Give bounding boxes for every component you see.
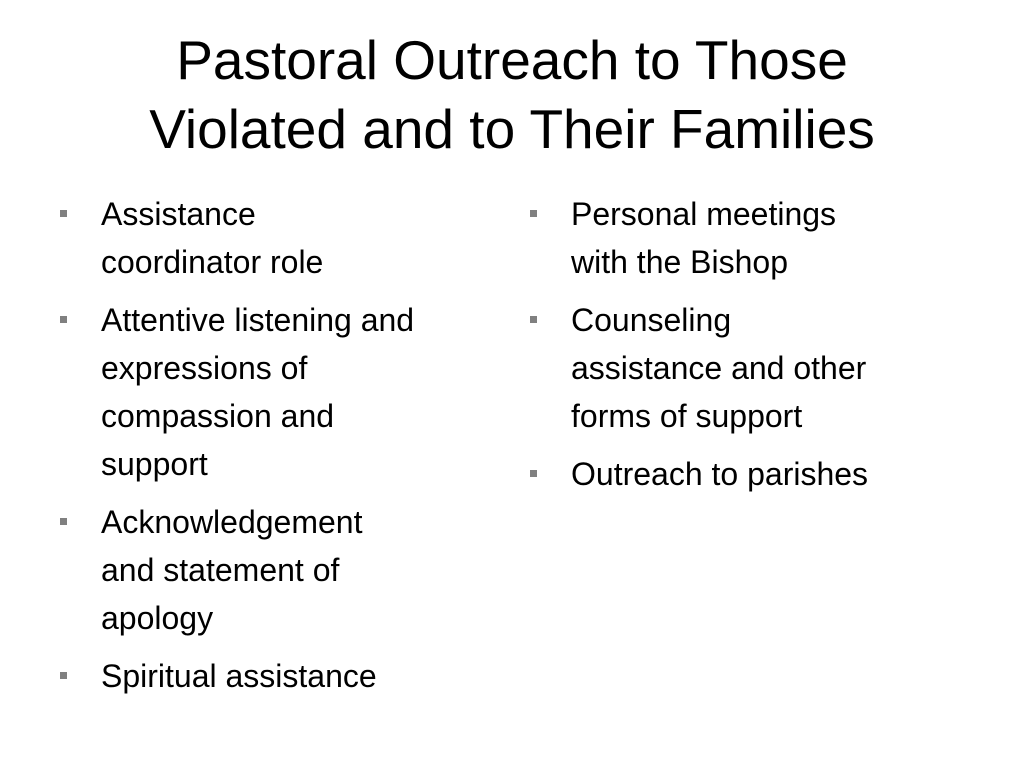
square-bullet-icon: [60, 316, 67, 323]
slide-title-line: Pastoral Outreach to Those: [176, 29, 848, 91]
slide-title-line: Violated and to Their Families: [149, 98, 875, 160]
bullet-item-counseling-assistance: [528, 296, 968, 440]
bullet-text: Attentive listening and expressions of compassion and support: [101, 302, 415, 482]
bullet-item-outreach-parishes: [528, 450, 968, 498]
bullet-item-personal-meetings: [528, 190, 968, 286]
square-bullet-icon: [530, 316, 537, 323]
bullet-text: Acknowledgement and statement of apology: [101, 504, 363, 636]
bullet-text: Spiritual assistance: [101, 658, 377, 694]
square-bullet-icon: [530, 470, 537, 477]
square-bullet-icon: [60, 672, 67, 679]
square-bullet-icon: [530, 210, 537, 217]
left-bullet-list: [58, 190, 498, 710]
square-bullet-icon: [60, 518, 67, 525]
bullet-item-spiritual-assistance: [58, 652, 498, 700]
right-bullet-list: [528, 190, 968, 508]
bullet-item-attentive-listening: [58, 296, 498, 488]
bullet-item-acknowledgement: [58, 498, 498, 642]
bullet-text: Assistance coordinator role: [101, 196, 324, 280]
square-bullet-icon: [60, 210, 67, 217]
slide-title: [40, 26, 984, 164]
bullet-text: Counseling assistance and other forms of support: [571, 302, 867, 434]
bullet-text: Outreach to parishes: [571, 456, 869, 492]
bullet-item-assistance-coordinator: [58, 190, 498, 286]
bullet-text: Personal meetings with the Bishop: [571, 196, 837, 280]
